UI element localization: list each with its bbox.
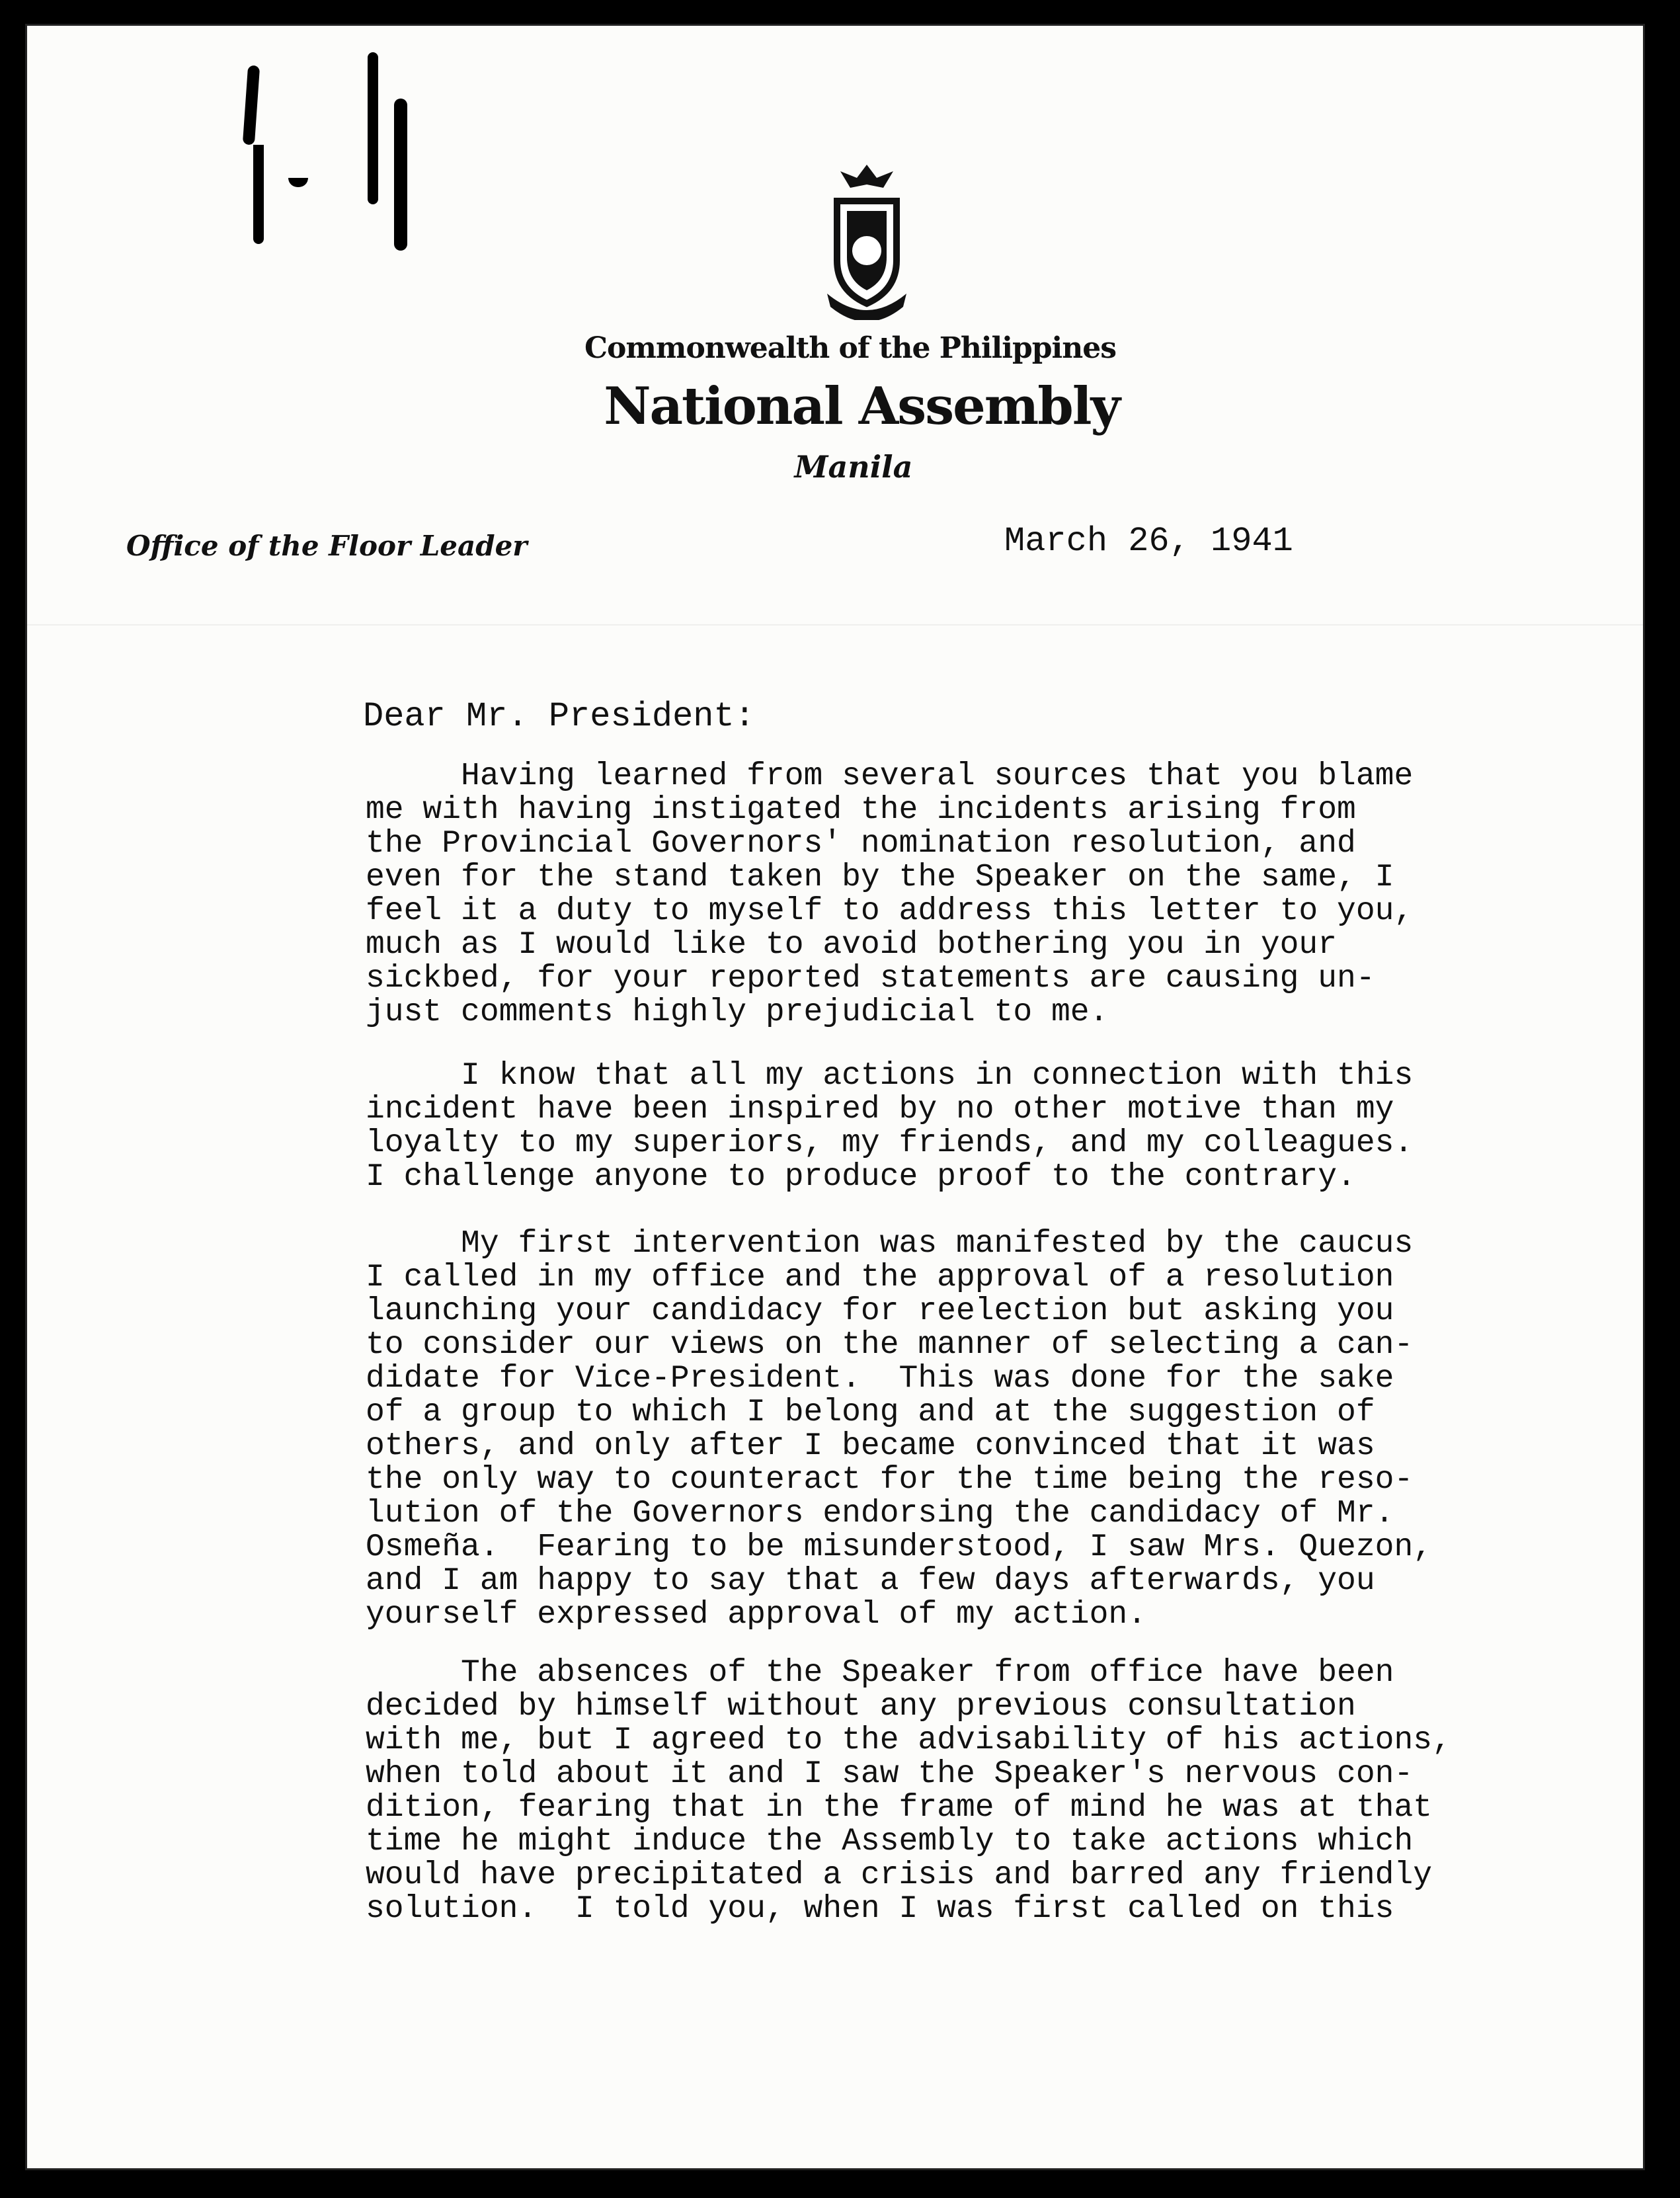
letter-date: March 26, 1941	[1004, 522, 1293, 561]
ink-mark-4	[368, 52, 378, 204]
paper-fold-line	[27, 624, 1643, 626]
letterhead-commonwealth: Commonwealth of the Philippines	[584, 331, 1116, 365]
letterhead-national-assembly: National Assembly	[604, 376, 1119, 436]
ink-mark-2	[253, 145, 264, 244]
paragraph-4: The absences of the Speaker from office have been decided by himself without any previous consultation with me, but I agreed to the advisability of his actions, when told about it and I saw the Speaker's nervous con- dition, fearing that in the frame of mind he was at that time he might induce the Assembly to take actions which would have precipitated a crisis and barred any friendly solution. I told you, when I was first called on this	[366, 1655, 1451, 1927]
ink-mark-1	[243, 65, 260, 145]
salutation: Dear Mr. President:	[363, 697, 755, 736]
letterhead-city: Manila	[794, 449, 913, 485]
office-of-floor-leader: Office of the Floor Leader	[126, 530, 528, 562]
paragraph-3: My first intervention was manifested by the caucus I called in my office and the approval of a resolution launching your candidacy for reelection but asking you to consider our views on the manner of selecting a can- didate for Vice-President. This was done for the sake of a group to which I belong and at the suggestion of others, and only after I became convinced that it was the only way to counteract for the time being the reso- lution of the Governors endorsing the candidacy of Mr. Osmeña. Fearing to be misunderstood, I saw Mrs. Quezon, and I am happy to say that a few days afterwards, you yourself expressed approval of my action.	[366, 1226, 1433, 1633]
paragraph-1: Having learned from several sources that you blame me with having instigated the incidents arising from the Provincial Governors' nomination resolution, and even for the stand taken by the Speaker on the same, I feel it a duty to myself to address this letter to you, much as I would like to avoid bothering you in your sickbed, for your reported statements are causing un- just comments highly prejudicial to me.	[366, 758, 1414, 1030]
national-assembly-seal	[817, 161, 916, 320]
ink-mark-3	[288, 178, 308, 187]
letter-page	[25, 24, 1645, 2170]
ink-mark-5	[394, 99, 407, 251]
paragraph-2: I know that all my actions in connection with this incident have been inspired by no other motive than my loyalty to my superiors, my friends, and my colleagues. I challenge anyone to produce proof to the contrary.	[366, 1058, 1414, 1195]
